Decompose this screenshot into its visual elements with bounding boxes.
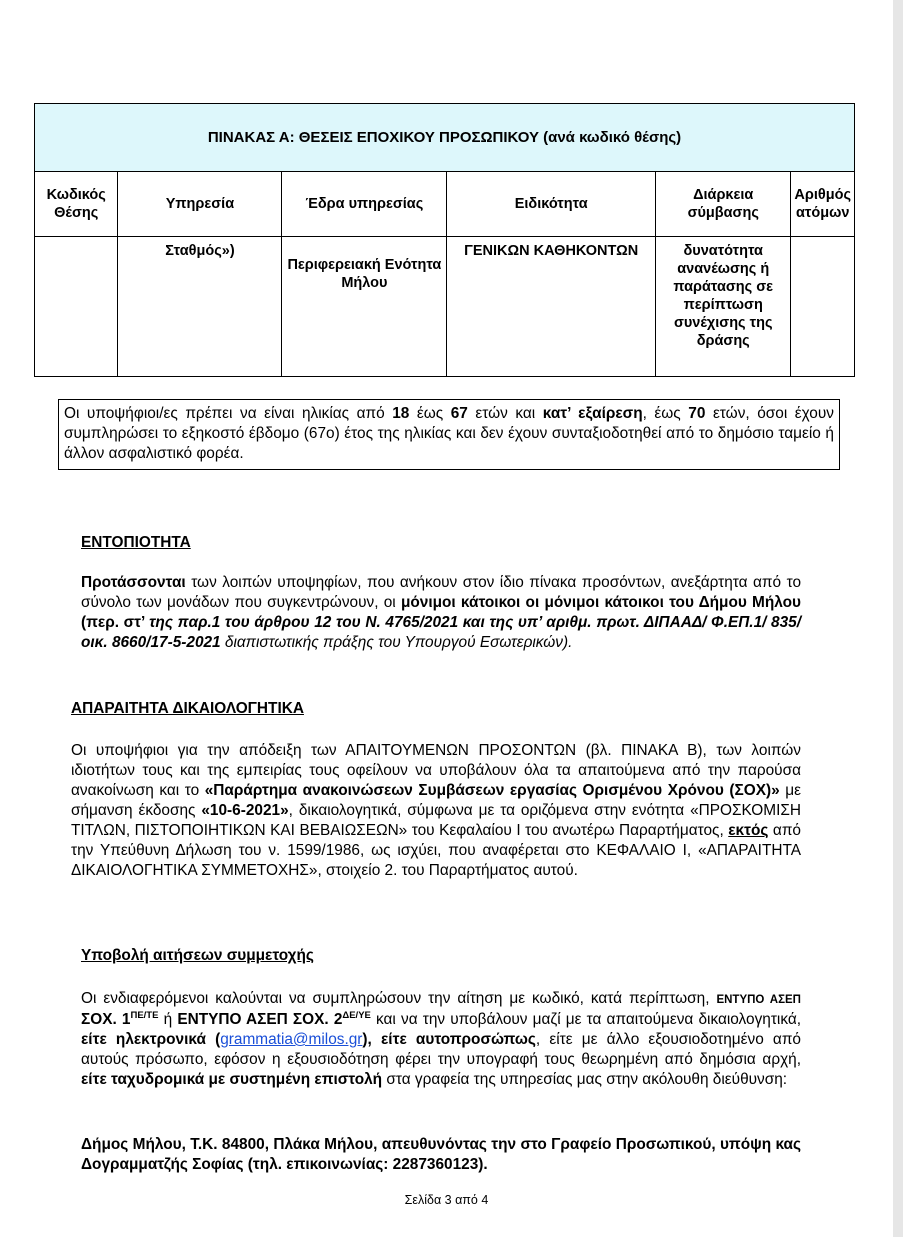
age-max: 67 <box>450 405 468 422</box>
age-text: ετών και <box>467 405 543 422</box>
table-title: ΠΙΝΑΚΑΣ Α: ΘΕΣΕΙΣ ΕΠΟΧΙΚΟΥ ΠΡΟΣΩΠΙΚΟΥ (ανά κωδικό θέσης) <box>35 104 855 172</box>
header-service: Υπηρεσία <box>118 172 282 237</box>
documents-heading: ΑΠΑΡΑΙΤΗΤΑ ΔΙΚΑΙΟΛΟΓΗΤΙΚΑ <box>71 700 304 717</box>
age-text: ετών, όσοι έχουν συμπληρώσει το εξηκοστό έβδομο (67ο) έτος της ηλικίας και δεν έχουν συνταξιοδοτηθεί από το δημόσιο ταμείο ή άλλον ασφαλιστικό φορέα. <box>64 405 834 462</box>
table-header-row <box>35 172 855 237</box>
documents-paragraph: Οι υποψήφιοι για την απόδειξη των ΑΠΑΙΤΟΥΜΕΝΩΝ ΠΡΟΣΟΝΤΩΝ (βλ. ΠΙΝΑΚΑ Β), των λοιπών ιδιοτήτων τους και της εμπειρίας τους οφείλουν να υποβάλουν όλα τα απαιτούμενα από την παρούσα ανακοίνωση και το «Παράρτημα ανακοινώσεων Συμβάσεων εργασίας Ορισμένου Χρόνου (ΣΟΧ)» με σήμανση έκδοσης «10-6-2021», δικαιολογητικά, σύμφωνα με τα οριζόμενα στην ενότητα «ΠΡΟΣΚΟΜΙΣΗ ΤΙΤΛΩΝ, ΠΙΣΤΟΠΟΙΗΤΙΚΩΝ ΚΑΙ ΒΕΒΑΙΩΣΕΩΝ» του Κεφαλαίου Ι του ανωτέρω Παραρτήματος, εκτός από την Υπεύθυνη Δήλωση του ν. 1599/1986, ως ισχύει, που αναφέρεται στο ΚΕΦΑΛΑΙΟ Ι, «ΑΠΑΡΑΙΤΗΤΑ ΔΙΚΑΙΟΛΟΓΗΤΙΚΑ ΣΥΜΜΕΤΟΧΗΣ», στοιχείο 2. του Παραρτήματος αυτού. <box>71 742 802 879</box>
submission-heading: Υποβολή αιτήσεων συμμετοχής <box>81 947 314 964</box>
page-number: Σελίδα 3 από 4 <box>404 1193 489 1207</box>
positions-table <box>34 103 855 377</box>
cell-specialty: ΓΕΝΙΚΩΝ ΚΑΘΗΚΟΝΤΩΝ <box>447 237 656 377</box>
age-min: 18 <box>392 405 410 422</box>
age-requirement-box <box>58 399 840 470</box>
age-text: έως <box>409 405 451 422</box>
cell-duration: δυνατότητα ανανέωσης ή παράτασης σε περίπτωση συνέχισης της δράσης <box>656 237 791 377</box>
page-edge <box>893 0 903 1237</box>
age-exception-max: 70 <box>688 405 706 422</box>
cell-persons <box>791 237 855 377</box>
header-code: Κωδικός Θέσης <box>35 172 118 237</box>
age-text: Οι υποψήφιοι/ες πρέπει να είναι ηλικίας από <box>64 405 393 422</box>
cell-service: Σταθμός») <box>118 237 282 377</box>
postal-address: Δήμος Μήλου, Τ.Κ. 84800, Πλάκα Μήλου, απευθυνόντας την στο Γραφείο Προσωπικού, υπόψη κας Δογραμματζής Σοφίας (τηλ. επικοινωνίας: 2287360123). <box>81 1136 801 1173</box>
cell-seat: Περιφερειακή Ενότητα Μήλου <box>282 237 447 377</box>
table-row <box>35 237 855 377</box>
locality-heading: ΕΝΤΟΠΙΟΤΗΤΑ <box>81 534 191 551</box>
header-seat: Έδρα υπηρεσίας <box>282 172 447 237</box>
cell-code <box>35 237 118 377</box>
header-persons: Αριθμός ατόμων <box>791 172 855 237</box>
locality-paragraph: Προτάσσονται των λοιπών υποψηφίων, που ανήκουν στον ίδιο πίνακα προσόντων, ανεξάρτητα από το σύνολο των μονάδων που συγκεντρώνουν, οι μόνιμοι κάτοικοι οι μόνιμοι κάτοικοι του Δήμου Μήλου (περ. στ’ της παρ.1 του άρθρου 12 του Ν. 4765/2021 και της υπ’ αριθμ. πρωτ. ΔΙΠΑΑΔ/ Φ.ΕΠ.1/ 835/οικ. 8660/17-5-2021 διαπιστωτικής πράξης του Υπουργού Εσωτερικών). <box>81 574 802 651</box>
age-text: , έως <box>642 405 689 422</box>
email-link[interactable]: grammatia@milos.gr <box>220 1031 363 1048</box>
header-specialty: Ειδικότητα <box>447 172 656 237</box>
submission-paragraph: Οι ενδιαφερόμενοι καλούνται να συμπληρώσουν την αίτηση με κωδικό, κατά περίπτωση, ΕΝΤΥΠΟ ΑΣΕΠ ΣΟΧ. $1^{\Pi E/TE}$ ή ΕΝΤΥΠΟ ΑΣΕΠ ΣΟΧ. $2^{\Delta E/\Upsilon E}$ και να την υποβάλουν μαζί με τα απαιτούμενα δικαιολογητικά, είτε ηλεκτρονικά (grammatia@milos.gr), είτε αυτοπροσώπως, είτε με άλλο εξουσιοδοτημένο από αυτούς πρόσωπο, εφόσον η εξουσιοδότηση φέρει την υπογραφή τους θεωρημένη από δημόσια αρχή, είτε ταχυδρομικά με συστημένη επιστολή στα γραφεία της υπηρεσίας μας στην ακόλουθη διεύθυνση: <box>81 990 802 1088</box>
header-duration: Διάρκεια σύμβασης <box>656 172 791 237</box>
age-exception: κατ’ εξαίρεση <box>542 405 643 422</box>
